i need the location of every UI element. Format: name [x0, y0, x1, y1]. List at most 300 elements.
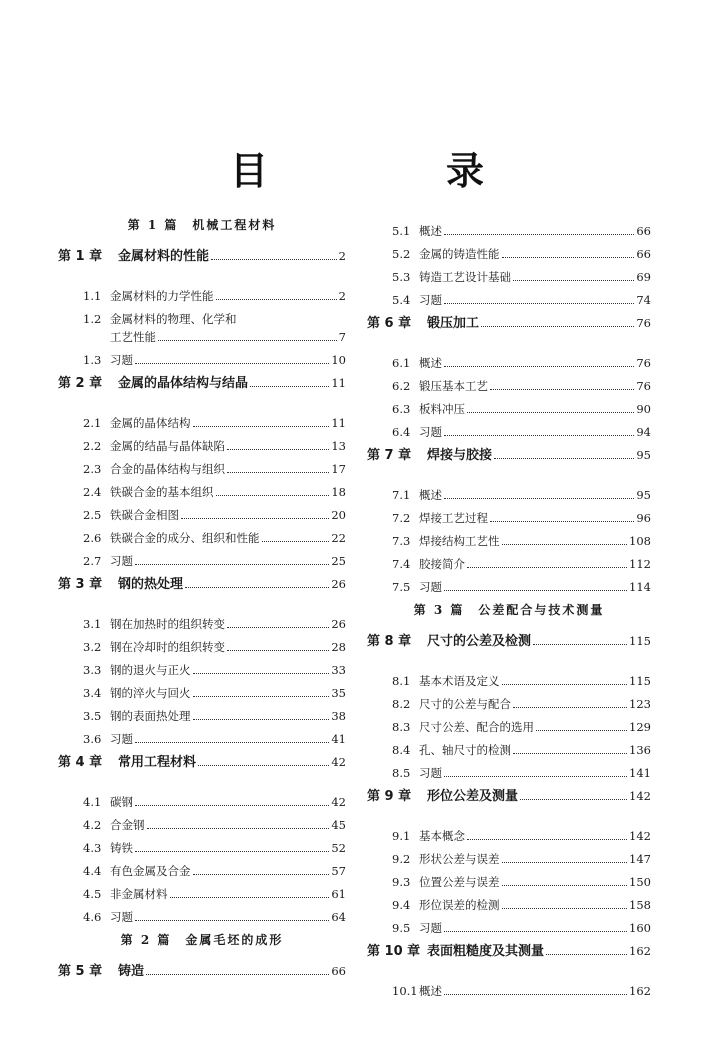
- toc-entry-line: [367, 402, 651, 416]
- toc-section: [367, 674, 651, 688]
- section-number: 1.3: [83, 353, 102, 367]
- toc-entry-line: [58, 864, 346, 878]
- section-number: 4.1: [83, 795, 102, 809]
- page-number: 95: [636, 448, 651, 462]
- toc-section: [58, 312, 346, 344]
- leader-dots: [502, 257, 635, 258]
- chapter-number: 第 7 章: [367, 448, 412, 463]
- page-number: 115: [629, 674, 651, 688]
- section-title: 习题: [419, 580, 442, 594]
- leader-dots: [444, 234, 634, 235]
- section-title: 位置公差与误差: [419, 875, 500, 889]
- leader-dots: [536, 730, 627, 731]
- toc-entry-line: [58, 508, 346, 522]
- toc-section: [367, 425, 651, 439]
- section-number: 7.3: [392, 534, 411, 548]
- chapter-title: 尺寸的公差及检测: [427, 634, 532, 649]
- section-title: 焊接结构工艺性: [419, 534, 500, 548]
- toc-entry-line: [367, 766, 651, 780]
- section-title: 钢的淬火与回火: [110, 686, 191, 700]
- page-number: 64: [331, 910, 346, 924]
- page-number: 17: [331, 462, 346, 476]
- toc-section: [367, 557, 651, 571]
- section-number: 9.4: [392, 898, 411, 912]
- section-title: 金属的晶体结构: [110, 416, 191, 430]
- leader-dots: [502, 544, 628, 545]
- section-number: 7.1: [392, 488, 411, 502]
- toc-entry-line: [58, 732, 346, 746]
- toc-section: [58, 841, 346, 855]
- toc-entry-line: [58, 330, 346, 344]
- section-number: 9.2: [392, 852, 411, 866]
- toc-entry-line: [58, 910, 346, 924]
- toc-section: [367, 511, 651, 525]
- page-number: 141: [629, 766, 651, 780]
- page-number: 66: [331, 964, 346, 978]
- section-number: 4.5: [83, 887, 102, 901]
- leader-dots: [185, 587, 329, 588]
- leader-dots: [193, 874, 330, 875]
- toc-section: [58, 910, 346, 924]
- chapter-title: 钢的热处理: [118, 577, 184, 592]
- section-title: 板料冲压: [419, 402, 465, 416]
- toc-entry-line: [58, 353, 346, 367]
- chapter-number: 第 4 章: [58, 755, 103, 770]
- leader-dots: [502, 908, 628, 909]
- toc-chapter: [367, 634, 651, 649]
- part-heading: 第 1 篇 机械工程材料: [127, 218, 277, 232]
- leader-dots: [502, 684, 628, 685]
- section-number: 4.2: [83, 818, 102, 832]
- toc-section: [58, 864, 346, 878]
- part-heading: 第 3 篇 公差配合与技术测量: [413, 603, 605, 617]
- section-number: 4.6: [83, 910, 102, 924]
- page-number: 2: [338, 289, 346, 303]
- toc-entry-line: [367, 921, 651, 935]
- toc-entry-line: [58, 964, 346, 979]
- leader-dots: [135, 805, 329, 806]
- toc-section: [58, 709, 346, 723]
- section-title: 尺寸的公差与配合: [419, 697, 511, 711]
- page-number: 52: [331, 841, 346, 855]
- toc-section: [367, 829, 651, 843]
- leader-dots: [193, 719, 330, 720]
- toc-section: [367, 743, 651, 757]
- section-number: 9.5: [392, 921, 411, 935]
- page-number: 96: [636, 511, 651, 525]
- toc-entry-line: [367, 557, 651, 571]
- leader-dots: [494, 458, 634, 459]
- section-title: 金属材料的力学性能: [110, 289, 214, 303]
- page-number: 35: [331, 686, 346, 700]
- toc-entry-line: [367, 580, 651, 594]
- toc-section: [58, 353, 346, 367]
- section-title: 金属材料的物理、化学和: [110, 312, 237, 326]
- toc-entry-line: [367, 425, 651, 439]
- leader-dots: [227, 472, 329, 473]
- page-number: 18: [331, 485, 346, 499]
- section-title: 合金钢: [110, 818, 145, 832]
- leader-dots: [170, 897, 330, 898]
- section-number: 10.1: [392, 984, 418, 998]
- toc-entry-line: [58, 462, 346, 476]
- section-title: 铸铁: [110, 841, 133, 855]
- leader-dots: [146, 974, 329, 975]
- section-title: 形位误差的检测: [419, 898, 500, 912]
- page-number: 162: [629, 984, 651, 998]
- section-number: 3.5: [83, 709, 102, 723]
- section-title: 铁碳合金的基本组织: [110, 485, 214, 499]
- toc-section: [367, 580, 651, 594]
- section-title: 钢在加热时的组织转变: [110, 617, 225, 631]
- page-number: 38: [331, 709, 346, 723]
- toc-entry-line: [367, 511, 651, 525]
- section-title: 习题: [419, 921, 442, 935]
- toc-section: [367, 720, 651, 734]
- toc-entry-line: [367, 697, 651, 711]
- leader-dots: [193, 426, 330, 427]
- toc-entry-line: [367, 898, 651, 912]
- page-number: 11: [331, 416, 346, 430]
- toc-chapter: [58, 249, 346, 264]
- toc-chapter: [367, 944, 651, 959]
- page-number: 20: [331, 508, 346, 522]
- section-number: 2.2: [83, 439, 102, 453]
- section-title: 锻压基本工艺: [419, 379, 488, 393]
- toc-entry-line: [58, 554, 346, 568]
- toc-entry-line: [58, 485, 346, 499]
- leader-dots: [444, 994, 627, 995]
- toc-entry-line: [58, 686, 346, 700]
- leader-dots: [444, 776, 627, 777]
- section-title: 概述: [419, 356, 442, 370]
- toc-entry-line: [367, 448, 651, 463]
- chapter-number: 第 2 章: [58, 376, 103, 391]
- toc-section: [367, 697, 651, 711]
- section-number: 2.5: [83, 508, 102, 522]
- toc-entry-line: [58, 755, 346, 770]
- section-title: 概述: [419, 984, 442, 998]
- leader-dots: [262, 541, 330, 542]
- section-number: 8.1: [392, 674, 411, 688]
- section-number: 1.2: [83, 312, 102, 326]
- leader-dots: [444, 303, 634, 304]
- leader-dots: [147, 828, 330, 829]
- page-number: 108: [629, 534, 651, 548]
- toc-entry-line: [367, 356, 651, 370]
- section-number: 5.2: [392, 247, 411, 261]
- section-number: 8.3: [392, 720, 411, 734]
- toc-section: [367, 984, 651, 998]
- leader-dots: [193, 673, 330, 674]
- toc-entry-line: [367, 743, 651, 757]
- leader-dots: [490, 521, 634, 522]
- section-title: 基本术语及定义: [419, 674, 500, 688]
- leader-dots: [513, 753, 627, 754]
- section-number: 3.4: [83, 686, 102, 700]
- toc-entry-line: [58, 709, 346, 723]
- toc-entry-line: [58, 289, 346, 303]
- page-number: 42: [331, 755, 346, 769]
- section-number: 5.4: [392, 293, 411, 307]
- leader-dots: [135, 363, 329, 364]
- toc-entry-line: [367, 829, 651, 843]
- toc-entry-line: [367, 247, 651, 261]
- leader-dots: [467, 567, 627, 568]
- section-number: 1.1: [83, 289, 102, 303]
- section-number: 3.3: [83, 663, 102, 677]
- leader-dots: [444, 931, 627, 932]
- toc-entry-line: [58, 818, 346, 832]
- toc-entry-line: [58, 249, 346, 264]
- leader-dots: [533, 644, 627, 645]
- section-title: 习题: [110, 732, 133, 746]
- page-number: 142: [629, 829, 651, 843]
- leader-dots: [227, 449, 329, 450]
- section-number: 6.2: [392, 379, 411, 393]
- leader-dots: [135, 851, 329, 852]
- page-title: 目 录: [229, 149, 554, 193]
- chapter-title: 铸造: [118, 964, 145, 979]
- page-number: 160: [629, 921, 651, 935]
- section-number: 7.4: [392, 557, 411, 571]
- page-number: 136: [629, 743, 651, 757]
- leader-dots: [216, 495, 330, 496]
- leader-dots: [181, 518, 329, 519]
- section-title: 铁碳合金相图: [110, 508, 179, 522]
- toc-part: [58, 218, 346, 232]
- leader-dots: [193, 696, 330, 697]
- leader-dots: [546, 954, 627, 955]
- toc-section: [58, 289, 346, 303]
- toc-section: [367, 898, 651, 912]
- page-number: 129: [629, 720, 651, 734]
- section-title: 碳钢: [110, 795, 133, 809]
- toc-section: [58, 508, 346, 522]
- leader-dots: [520, 799, 627, 800]
- section-title: 概述: [419, 488, 442, 502]
- section-title: 金属的结晶与晶体缺陷: [110, 439, 225, 453]
- section-title-continued: 工艺性能: [110, 330, 156, 344]
- toc-entry-line: [367, 224, 651, 238]
- toc-part: [367, 603, 651, 617]
- leader-dots: [481, 326, 634, 327]
- toc-section: [58, 795, 346, 809]
- toc-section: [58, 818, 346, 832]
- toc-entry-line: [367, 316, 651, 331]
- page-number: 95: [636, 488, 651, 502]
- toc-section: [58, 640, 346, 654]
- section-title: 钢在冷却时的组织转变: [110, 640, 225, 654]
- toc-entry-line: [58, 663, 346, 677]
- toc-section: [367, 247, 651, 261]
- toc-section: [58, 531, 346, 545]
- toc-section: [367, 534, 651, 548]
- page-number: 25: [331, 554, 346, 568]
- section-number: 6.3: [392, 402, 411, 416]
- section-number: 9.3: [392, 875, 411, 889]
- section-title: 孔、轴尺寸的检测: [419, 743, 511, 757]
- section-title: 习题: [419, 425, 442, 439]
- toc-entry-line: [367, 634, 651, 649]
- leader-dots: [444, 590, 627, 591]
- toc-chapter: [58, 964, 346, 979]
- section-number: 4.3: [83, 841, 102, 855]
- toc-section: [367, 921, 651, 935]
- leader-dots: [444, 366, 634, 367]
- chapter-number: 第 8 章: [367, 634, 412, 649]
- page-number: 13: [331, 439, 346, 453]
- section-title: 习题: [110, 353, 133, 367]
- chapter-title: 常用工程材料: [118, 755, 197, 770]
- leader-dots: [198, 765, 329, 766]
- page-number: 76: [636, 316, 651, 330]
- leader-dots: [467, 412, 634, 413]
- leader-dots: [135, 920, 329, 921]
- toc-section: [367, 488, 651, 502]
- leader-dots: [227, 650, 329, 651]
- section-title: 习题: [110, 910, 133, 924]
- page-number: 2: [338, 249, 346, 263]
- section-number: 2.1: [83, 416, 102, 430]
- leader-dots: [513, 707, 627, 708]
- chapter-title: 金属的晶体结构与结晶: [118, 376, 249, 391]
- toc-chapter: [367, 448, 651, 463]
- section-title: 概述: [419, 224, 442, 238]
- chapter-title: 锻压加工: [427, 316, 480, 331]
- section-title: 基本概念: [419, 829, 465, 843]
- page-number: 76: [636, 379, 651, 393]
- page-number: 57: [331, 864, 346, 878]
- section-title: 合金的晶体结构与组织: [110, 462, 225, 476]
- section-number: 8.5: [392, 766, 411, 780]
- section-title: 铸造工艺设计基础: [419, 270, 511, 284]
- leader-dots: [444, 435, 634, 436]
- toc-section: [367, 356, 651, 370]
- page-number: 142: [629, 789, 651, 803]
- toc-section: [367, 270, 651, 284]
- section-number: 5.3: [392, 270, 411, 284]
- toc-entry-line: [367, 379, 651, 393]
- page-number: 69: [636, 270, 651, 284]
- page-number: 114: [629, 580, 651, 594]
- page-number: 74: [636, 293, 651, 307]
- toc-chapter: [367, 316, 651, 331]
- page-number: 147: [629, 852, 651, 866]
- section-title: 习题: [419, 293, 442, 307]
- section-number: 6.1: [392, 356, 411, 370]
- page-number: 10: [331, 353, 346, 367]
- part-heading: 第 2 篇 金属毛坯的成形: [120, 933, 284, 947]
- toc-entry-line: [367, 270, 651, 284]
- page-number: 42: [331, 795, 346, 809]
- leader-dots: [513, 280, 634, 281]
- section-number: 3.6: [83, 732, 102, 746]
- leader-dots: [211, 259, 337, 260]
- toc-entry-line: [367, 789, 651, 804]
- toc-entry-line: [58, 439, 346, 453]
- chapter-number: 第 6 章: [367, 316, 412, 331]
- section-number: 8.2: [392, 697, 411, 711]
- toc-entry-line: [58, 577, 346, 592]
- leader-dots: [467, 839, 627, 840]
- toc-section: [367, 875, 651, 889]
- section-title: 胶接简介: [419, 557, 465, 571]
- section-number: 3.1: [83, 617, 102, 631]
- page-number: 94: [636, 425, 651, 439]
- section-title: 铁碳合金的成分、组织和性能: [110, 531, 260, 545]
- toc-entry-line: [58, 887, 346, 901]
- page-number: 66: [636, 247, 651, 261]
- toc-chapter: [58, 577, 346, 592]
- toc-section: [367, 379, 651, 393]
- section-title: 习题: [419, 766, 442, 780]
- toc-section: [367, 224, 651, 238]
- section-title: 焊接工艺过程: [419, 511, 488, 525]
- chapter-number: 第 10 章: [367, 944, 421, 959]
- toc-entry-line: [58, 795, 346, 809]
- page-number: 150: [629, 875, 651, 889]
- section-number: 2.4: [83, 485, 102, 499]
- toc-entry-line: [58, 841, 346, 855]
- chapter-number: 第 1 章: [58, 249, 103, 264]
- toc-entry-line: [58, 617, 346, 631]
- toc-entry-line: [58, 640, 346, 654]
- section-number: 4.4: [83, 864, 102, 878]
- toc-part: [58, 933, 346, 947]
- toc-section: [58, 462, 346, 476]
- section-title: 钢的退火与正火: [110, 663, 191, 677]
- toc-section: [367, 293, 651, 307]
- page-number: 115: [629, 634, 651, 648]
- leader-dots: [502, 862, 628, 863]
- toc-section: [58, 485, 346, 499]
- leader-dots: [490, 389, 634, 390]
- page-number: 112: [629, 557, 651, 571]
- leader-dots: [135, 564, 329, 565]
- toc-section: [58, 732, 346, 746]
- toc-entry-line: [367, 984, 651, 998]
- section-number: 7.2: [392, 511, 411, 525]
- page-number: 41: [331, 732, 346, 746]
- page-number: 76: [636, 356, 651, 370]
- page-number: 90: [636, 402, 651, 416]
- toc-entry-line: [367, 875, 651, 889]
- toc-section: [58, 439, 346, 453]
- page-number: 22: [331, 531, 346, 545]
- page-number: 123: [629, 697, 651, 711]
- section-number: 2.7: [83, 554, 102, 568]
- toc-section: [58, 617, 346, 631]
- leader-dots: [135, 742, 329, 743]
- page-number: 26: [331, 617, 346, 631]
- toc-section: [367, 852, 651, 866]
- toc-entry-line: [367, 720, 651, 734]
- section-title: 有色金属及合金: [110, 864, 191, 878]
- section-title: 钢的表面热处理: [110, 709, 191, 723]
- toc-entry-line: [367, 534, 651, 548]
- toc-entry-line: [58, 312, 346, 326]
- toc-entry-line: [367, 944, 651, 959]
- page-number: 11: [331, 376, 346, 390]
- section-title: 尺寸公差、配合的选用: [419, 720, 534, 734]
- toc-chapter: [367, 789, 651, 804]
- toc-section: [58, 887, 346, 901]
- leader-dots: [444, 498, 634, 499]
- section-title: 非金属材料: [110, 887, 168, 901]
- page-number: 26: [331, 577, 346, 591]
- page-number: 28: [331, 640, 346, 654]
